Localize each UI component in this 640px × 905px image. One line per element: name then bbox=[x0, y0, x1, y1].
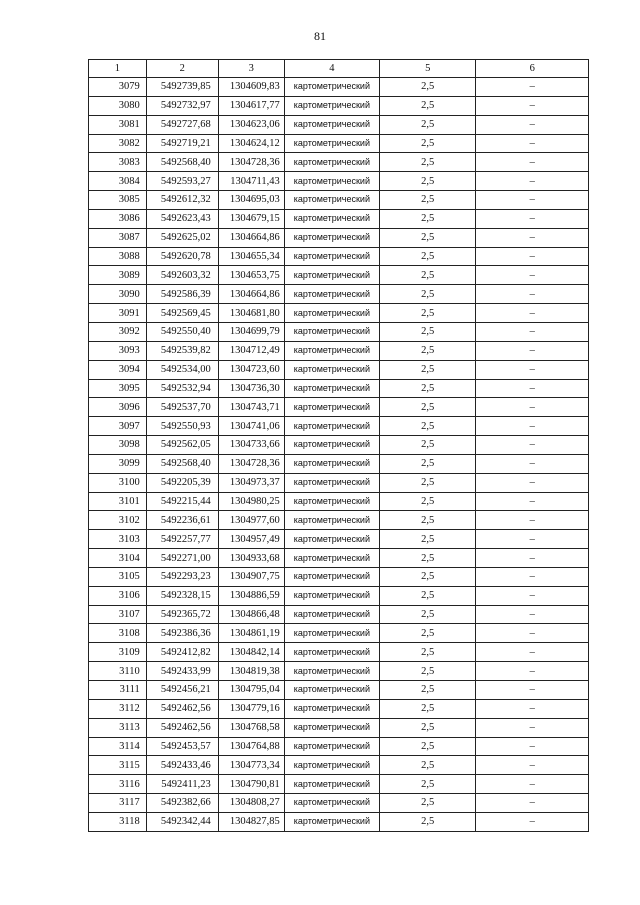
x-coordinate-cell: 5492328,15 bbox=[146, 586, 218, 605]
method-cell: картометрический bbox=[284, 115, 379, 134]
note-cell: – bbox=[476, 567, 589, 586]
point-number-cell: 3112 bbox=[89, 699, 147, 718]
y-coordinate-cell: 1304728,36 bbox=[218, 153, 284, 172]
x-coordinate-cell: 5492382,66 bbox=[146, 794, 218, 813]
method-cell: картометрический bbox=[284, 511, 379, 530]
x-coordinate-cell: 5492620,78 bbox=[146, 247, 218, 266]
x-coordinate-cell: 5492732,97 bbox=[146, 96, 218, 115]
x-coordinate-cell: 5492603,32 bbox=[146, 266, 218, 285]
accuracy-cell: 2,5 bbox=[380, 662, 476, 681]
note-cell: – bbox=[476, 662, 589, 681]
accuracy-cell: 2,5 bbox=[380, 304, 476, 323]
accuracy-cell: 2,5 bbox=[380, 756, 476, 775]
x-coordinate-cell: 5492205,39 bbox=[146, 473, 218, 492]
accuracy-cell: 2,5 bbox=[380, 209, 476, 228]
x-coordinate-cell: 5492433,99 bbox=[146, 662, 218, 681]
point-number-cell: 3118 bbox=[89, 812, 147, 831]
accuracy-cell: 2,5 bbox=[380, 567, 476, 586]
accuracy-cell: 2,5 bbox=[380, 228, 476, 247]
point-number-cell: 3113 bbox=[89, 718, 147, 737]
x-coordinate-cell: 5492411,23 bbox=[146, 775, 218, 794]
accuracy-cell: 2,5 bbox=[380, 78, 476, 97]
x-coordinate-cell: 5492215,44 bbox=[146, 492, 218, 511]
accuracy-cell: 2,5 bbox=[380, 341, 476, 360]
table-row bbox=[89, 228, 589, 247]
note-cell: – bbox=[476, 266, 589, 285]
note-cell: – bbox=[476, 153, 589, 172]
point-number-cell: 3098 bbox=[89, 436, 147, 455]
y-coordinate-cell: 1304808,27 bbox=[218, 794, 284, 813]
table-row bbox=[89, 681, 589, 700]
note-cell: – bbox=[476, 718, 589, 737]
note-cell: – bbox=[476, 285, 589, 304]
method-cell: картометрический bbox=[284, 417, 379, 436]
note-cell: – bbox=[476, 304, 589, 323]
note-cell: – bbox=[476, 492, 589, 511]
table-row bbox=[89, 586, 589, 605]
y-coordinate-cell: 1304733,66 bbox=[218, 436, 284, 455]
note-cell: – bbox=[476, 78, 589, 97]
y-coordinate-cell: 1304653,75 bbox=[218, 266, 284, 285]
table-row bbox=[89, 191, 589, 210]
note-cell: – bbox=[476, 794, 589, 813]
method-cell: картометрический bbox=[284, 624, 379, 643]
point-number-cell: 3110 bbox=[89, 662, 147, 681]
note-cell: – bbox=[476, 436, 589, 455]
method-cell: картометрический bbox=[284, 549, 379, 568]
method-cell: картометрический bbox=[284, 812, 379, 831]
y-coordinate-cell: 1304728,36 bbox=[218, 454, 284, 473]
point-number-cell: 3090 bbox=[89, 285, 147, 304]
note-cell: – bbox=[476, 134, 589, 153]
table-row bbox=[89, 266, 589, 285]
x-coordinate-cell: 5492342,44 bbox=[146, 812, 218, 831]
x-coordinate-cell: 5492550,93 bbox=[146, 417, 218, 436]
y-coordinate-cell: 1304695,03 bbox=[218, 191, 284, 210]
x-coordinate-cell: 5492532,94 bbox=[146, 379, 218, 398]
accuracy-cell: 2,5 bbox=[380, 191, 476, 210]
method-cell: картометрический bbox=[284, 605, 379, 624]
column-header: 4 bbox=[284, 60, 379, 78]
y-coordinate-cell: 1304819,38 bbox=[218, 662, 284, 681]
accuracy-cell: 2,5 bbox=[380, 681, 476, 700]
accuracy-cell: 2,5 bbox=[380, 492, 476, 511]
point-number-cell: 3082 bbox=[89, 134, 147, 153]
method-cell: картометрический bbox=[284, 530, 379, 549]
note-cell: – bbox=[476, 549, 589, 568]
x-coordinate-cell: 5492539,82 bbox=[146, 341, 218, 360]
method-cell: картометрический bbox=[284, 737, 379, 756]
y-coordinate-cell: 1304861,19 bbox=[218, 624, 284, 643]
table-row bbox=[89, 794, 589, 813]
note-cell: – bbox=[476, 379, 589, 398]
y-coordinate-cell: 1304790,81 bbox=[218, 775, 284, 794]
y-coordinate-cell: 1304624,12 bbox=[218, 134, 284, 153]
x-coordinate-cell: 5492612,32 bbox=[146, 191, 218, 210]
y-coordinate-cell: 1304711,43 bbox=[218, 172, 284, 191]
x-coordinate-cell: 5492386,36 bbox=[146, 624, 218, 643]
x-coordinate-cell: 5492568,40 bbox=[146, 153, 218, 172]
y-coordinate-cell: 1304712,49 bbox=[218, 341, 284, 360]
point-number-cell: 3114 bbox=[89, 737, 147, 756]
point-number-cell: 3117 bbox=[89, 794, 147, 813]
accuracy-cell: 2,5 bbox=[380, 398, 476, 417]
point-number-cell: 3089 bbox=[89, 266, 147, 285]
method-cell: картометрический bbox=[284, 266, 379, 285]
accuracy-cell: 2,5 bbox=[380, 322, 476, 341]
table-row bbox=[89, 436, 589, 455]
y-coordinate-cell: 1304617,77 bbox=[218, 96, 284, 115]
point-number-cell: 3084 bbox=[89, 172, 147, 191]
accuracy-cell: 2,5 bbox=[380, 417, 476, 436]
x-coordinate-cell: 5492293,23 bbox=[146, 567, 218, 586]
point-number-cell: 3115 bbox=[89, 756, 147, 775]
x-coordinate-cell: 5492462,56 bbox=[146, 718, 218, 737]
x-coordinate-cell: 5492412,82 bbox=[146, 643, 218, 662]
note-cell: – bbox=[476, 756, 589, 775]
method-cell: картометрический bbox=[284, 78, 379, 97]
note-cell: – bbox=[476, 417, 589, 436]
y-coordinate-cell: 1304827,85 bbox=[218, 812, 284, 831]
point-number-cell: 3081 bbox=[89, 115, 147, 134]
x-coordinate-cell: 5492719,21 bbox=[146, 134, 218, 153]
point-number-cell: 3101 bbox=[89, 492, 147, 511]
method-cell: картометрический bbox=[284, 172, 379, 191]
table-row bbox=[89, 360, 589, 379]
table-row bbox=[89, 322, 589, 341]
accuracy-cell: 2,5 bbox=[380, 643, 476, 662]
point-number-cell: 3099 bbox=[89, 454, 147, 473]
note-cell: – bbox=[476, 624, 589, 643]
method-cell: картометрический bbox=[284, 134, 379, 153]
table-body bbox=[89, 78, 589, 832]
note-cell: – bbox=[476, 605, 589, 624]
method-cell: картометрический bbox=[284, 756, 379, 775]
note-cell: – bbox=[476, 172, 589, 191]
point-number-cell: 3093 bbox=[89, 341, 147, 360]
method-cell: картометрический bbox=[284, 322, 379, 341]
table-row bbox=[89, 530, 589, 549]
table-row bbox=[89, 511, 589, 530]
accuracy-cell: 2,5 bbox=[380, 511, 476, 530]
table-row bbox=[89, 775, 589, 794]
note-cell: – bbox=[476, 775, 589, 794]
accuracy-cell: 2,5 bbox=[380, 775, 476, 794]
accuracy-cell: 2,5 bbox=[380, 718, 476, 737]
x-coordinate-cell: 5492550,40 bbox=[146, 322, 218, 341]
accuracy-cell: 2,5 bbox=[380, 794, 476, 813]
method-cell: картометрический bbox=[284, 473, 379, 492]
point-number-cell: 3107 bbox=[89, 605, 147, 624]
y-coordinate-cell: 1304842,14 bbox=[218, 643, 284, 662]
table-row bbox=[89, 247, 589, 266]
x-coordinate-cell: 5492568,40 bbox=[146, 454, 218, 473]
method-cell: картометрический bbox=[284, 379, 379, 398]
note-cell: – bbox=[476, 812, 589, 831]
x-coordinate-cell: 5492453,57 bbox=[146, 737, 218, 756]
accuracy-cell: 2,5 bbox=[380, 812, 476, 831]
note-cell: – bbox=[476, 360, 589, 379]
method-cell: картометрический bbox=[284, 794, 379, 813]
y-coordinate-cell: 1304743,71 bbox=[218, 398, 284, 417]
point-number-cell: 3086 bbox=[89, 209, 147, 228]
method-cell: картометрический bbox=[284, 96, 379, 115]
y-coordinate-cell: 1304623,06 bbox=[218, 115, 284, 134]
method-cell: картометрический bbox=[284, 341, 379, 360]
column-header: 3 bbox=[218, 60, 284, 78]
accuracy-cell: 2,5 bbox=[380, 605, 476, 624]
y-coordinate-cell: 1304764,88 bbox=[218, 737, 284, 756]
table-row bbox=[89, 718, 589, 737]
accuracy-cell: 2,5 bbox=[380, 379, 476, 398]
point-number-cell: 3108 bbox=[89, 624, 147, 643]
x-coordinate-cell: 5492462,56 bbox=[146, 699, 218, 718]
table-row bbox=[89, 812, 589, 831]
table-row bbox=[89, 699, 589, 718]
point-number-cell: 3100 bbox=[89, 473, 147, 492]
accuracy-cell: 2,5 bbox=[380, 115, 476, 134]
x-coordinate-cell: 5492569,45 bbox=[146, 304, 218, 323]
note-cell: – bbox=[476, 511, 589, 530]
table-row bbox=[89, 662, 589, 681]
note-cell: – bbox=[476, 681, 589, 700]
method-cell: картометрический bbox=[284, 285, 379, 304]
point-number-cell: 3079 bbox=[89, 78, 147, 97]
method-cell: картометрический bbox=[284, 398, 379, 417]
point-number-cell: 3094 bbox=[89, 360, 147, 379]
point-number-cell: 3080 bbox=[89, 96, 147, 115]
accuracy-cell: 2,5 bbox=[380, 247, 476, 266]
method-cell: картометрический bbox=[284, 718, 379, 737]
note-cell: – bbox=[476, 209, 589, 228]
x-coordinate-cell: 5492537,70 bbox=[146, 398, 218, 417]
note-cell: – bbox=[476, 115, 589, 134]
note-cell: – bbox=[476, 247, 589, 266]
y-coordinate-cell: 1304980,25 bbox=[218, 492, 284, 511]
note-cell: – bbox=[476, 228, 589, 247]
column-header: 1 bbox=[89, 60, 147, 78]
point-number-cell: 3085 bbox=[89, 191, 147, 210]
accuracy-cell: 2,5 bbox=[380, 172, 476, 191]
column-header: 2 bbox=[146, 60, 218, 78]
y-coordinate-cell: 1304977,60 bbox=[218, 511, 284, 530]
accuracy-cell: 2,5 bbox=[380, 549, 476, 568]
table-row bbox=[89, 473, 589, 492]
y-coordinate-cell: 1304664,86 bbox=[218, 228, 284, 247]
note-cell: – bbox=[476, 473, 589, 492]
note-cell: – bbox=[476, 191, 589, 210]
y-coordinate-cell: 1304866,48 bbox=[218, 605, 284, 624]
x-coordinate-cell: 5492257,77 bbox=[146, 530, 218, 549]
point-number-cell: 3088 bbox=[89, 247, 147, 266]
point-number-cell: 3116 bbox=[89, 775, 147, 794]
table-row bbox=[89, 153, 589, 172]
method-cell: картометрический bbox=[284, 436, 379, 455]
table-header-row bbox=[89, 60, 589, 78]
note-cell: – bbox=[476, 398, 589, 417]
table-row bbox=[89, 417, 589, 436]
table-row bbox=[89, 285, 589, 304]
note-cell: – bbox=[476, 737, 589, 756]
point-number-cell: 3109 bbox=[89, 643, 147, 662]
point-number-cell: 3106 bbox=[89, 586, 147, 605]
y-coordinate-cell: 1304679,15 bbox=[218, 209, 284, 228]
table-row bbox=[89, 398, 589, 417]
method-cell: картометрический bbox=[284, 643, 379, 662]
table-row bbox=[89, 605, 589, 624]
y-coordinate-cell: 1304773,34 bbox=[218, 756, 284, 775]
method-cell: картометрический bbox=[284, 492, 379, 511]
method-cell: картометрический bbox=[284, 304, 379, 323]
note-cell: – bbox=[476, 322, 589, 341]
point-number-cell: 3083 bbox=[89, 153, 147, 172]
y-coordinate-cell: 1304768,58 bbox=[218, 718, 284, 737]
accuracy-cell: 2,5 bbox=[380, 586, 476, 605]
y-coordinate-cell: 1304795,04 bbox=[218, 681, 284, 700]
x-coordinate-cell: 5492623,43 bbox=[146, 209, 218, 228]
y-coordinate-cell: 1304664,86 bbox=[218, 285, 284, 304]
x-coordinate-cell: 5492236,61 bbox=[146, 511, 218, 530]
accuracy-cell: 2,5 bbox=[380, 153, 476, 172]
x-coordinate-cell: 5492586,39 bbox=[146, 285, 218, 304]
table-row bbox=[89, 78, 589, 97]
y-coordinate-cell: 1304699,79 bbox=[218, 322, 284, 341]
method-cell: картометрический bbox=[284, 191, 379, 210]
note-cell: – bbox=[476, 643, 589, 662]
y-coordinate-cell: 1304609,83 bbox=[218, 78, 284, 97]
y-coordinate-cell: 1304933,68 bbox=[218, 549, 284, 568]
method-cell: картометрический bbox=[284, 586, 379, 605]
x-coordinate-cell: 5492727,68 bbox=[146, 115, 218, 134]
accuracy-cell: 2,5 bbox=[380, 285, 476, 304]
y-coordinate-cell: 1304957,49 bbox=[218, 530, 284, 549]
column-header: 6 bbox=[476, 60, 589, 78]
table-row bbox=[89, 492, 589, 511]
method-cell: картометрический bbox=[284, 567, 379, 586]
method-cell: картометрический bbox=[284, 681, 379, 700]
accuracy-cell: 2,5 bbox=[380, 737, 476, 756]
accuracy-cell: 2,5 bbox=[380, 473, 476, 492]
accuracy-cell: 2,5 bbox=[380, 134, 476, 153]
x-coordinate-cell: 5492562,05 bbox=[146, 436, 218, 455]
method-cell: картометрический bbox=[284, 699, 379, 718]
table-row bbox=[89, 379, 589, 398]
column-header: 5 bbox=[380, 60, 476, 78]
point-number-cell: 3096 bbox=[89, 398, 147, 417]
y-coordinate-cell: 1304741,06 bbox=[218, 417, 284, 436]
note-cell: – bbox=[476, 454, 589, 473]
accuracy-cell: 2,5 bbox=[380, 699, 476, 718]
y-coordinate-cell: 1304655,34 bbox=[218, 247, 284, 266]
y-coordinate-cell: 1304779,16 bbox=[218, 699, 284, 718]
note-cell: – bbox=[476, 96, 589, 115]
x-coordinate-cell: 5492456,21 bbox=[146, 681, 218, 700]
method-cell: картометрический bbox=[284, 153, 379, 172]
accuracy-cell: 2,5 bbox=[380, 266, 476, 285]
table-row bbox=[89, 454, 589, 473]
method-cell: картометрический bbox=[284, 209, 379, 228]
table-row bbox=[89, 756, 589, 775]
point-number-cell: 3103 bbox=[89, 530, 147, 549]
page-number: 81 bbox=[314, 29, 326, 43]
x-coordinate-cell: 5492593,27 bbox=[146, 172, 218, 191]
y-coordinate-cell: 1304907,75 bbox=[218, 567, 284, 586]
x-coordinate-cell: 5492739,85 bbox=[146, 78, 218, 97]
point-number-cell: 3087 bbox=[89, 228, 147, 247]
table-row bbox=[89, 624, 589, 643]
x-coordinate-cell: 5492433,46 bbox=[146, 756, 218, 775]
point-number-cell: 3111 bbox=[89, 681, 147, 700]
x-coordinate-cell: 5492534,00 bbox=[146, 360, 218, 379]
accuracy-cell: 2,5 bbox=[380, 96, 476, 115]
point-number-cell: 3104 bbox=[89, 549, 147, 568]
note-cell: – bbox=[476, 586, 589, 605]
accuracy-cell: 2,5 bbox=[380, 454, 476, 473]
table-row bbox=[89, 96, 589, 115]
x-coordinate-cell: 5492271,00 bbox=[146, 549, 218, 568]
table-row bbox=[89, 643, 589, 662]
note-cell: – bbox=[476, 341, 589, 360]
table-row bbox=[89, 209, 589, 228]
method-cell: картометрический bbox=[284, 454, 379, 473]
table-row bbox=[89, 172, 589, 191]
table-row bbox=[89, 567, 589, 586]
accuracy-cell: 2,5 bbox=[380, 436, 476, 455]
y-coordinate-cell: 1304681,80 bbox=[218, 304, 284, 323]
note-cell: – bbox=[476, 699, 589, 718]
table-row bbox=[89, 341, 589, 360]
table-row bbox=[89, 304, 589, 323]
method-cell: картометрический bbox=[284, 360, 379, 379]
accuracy-cell: 2,5 bbox=[380, 360, 476, 379]
note-cell: – bbox=[476, 530, 589, 549]
point-number-cell: 3095 bbox=[89, 379, 147, 398]
point-number-cell: 3097 bbox=[89, 417, 147, 436]
method-cell: картометрический bbox=[284, 662, 379, 681]
point-number-cell: 3105 bbox=[89, 567, 147, 586]
point-number-cell: 3092 bbox=[89, 322, 147, 341]
x-coordinate-cell: 5492365,72 bbox=[146, 605, 218, 624]
point-number-cell: 3102 bbox=[89, 511, 147, 530]
method-cell: картометрический bbox=[284, 775, 379, 794]
coordinates-table bbox=[88, 59, 589, 832]
accuracy-cell: 2,5 bbox=[380, 530, 476, 549]
method-cell: картометрический bbox=[284, 247, 379, 266]
table-row bbox=[89, 737, 589, 756]
y-coordinate-cell: 1304723,60 bbox=[218, 360, 284, 379]
accuracy-cell: 2,5 bbox=[380, 624, 476, 643]
x-coordinate-cell: 5492625,02 bbox=[146, 228, 218, 247]
table-row bbox=[89, 134, 589, 153]
method-cell: картометрический bbox=[284, 228, 379, 247]
point-number-cell: 3091 bbox=[89, 304, 147, 323]
y-coordinate-cell: 1304973,37 bbox=[218, 473, 284, 492]
table-row bbox=[89, 115, 589, 134]
y-coordinate-cell: 1304886,59 bbox=[218, 586, 284, 605]
table-row bbox=[89, 549, 589, 568]
y-coordinate-cell: 1304736,30 bbox=[218, 379, 284, 398]
